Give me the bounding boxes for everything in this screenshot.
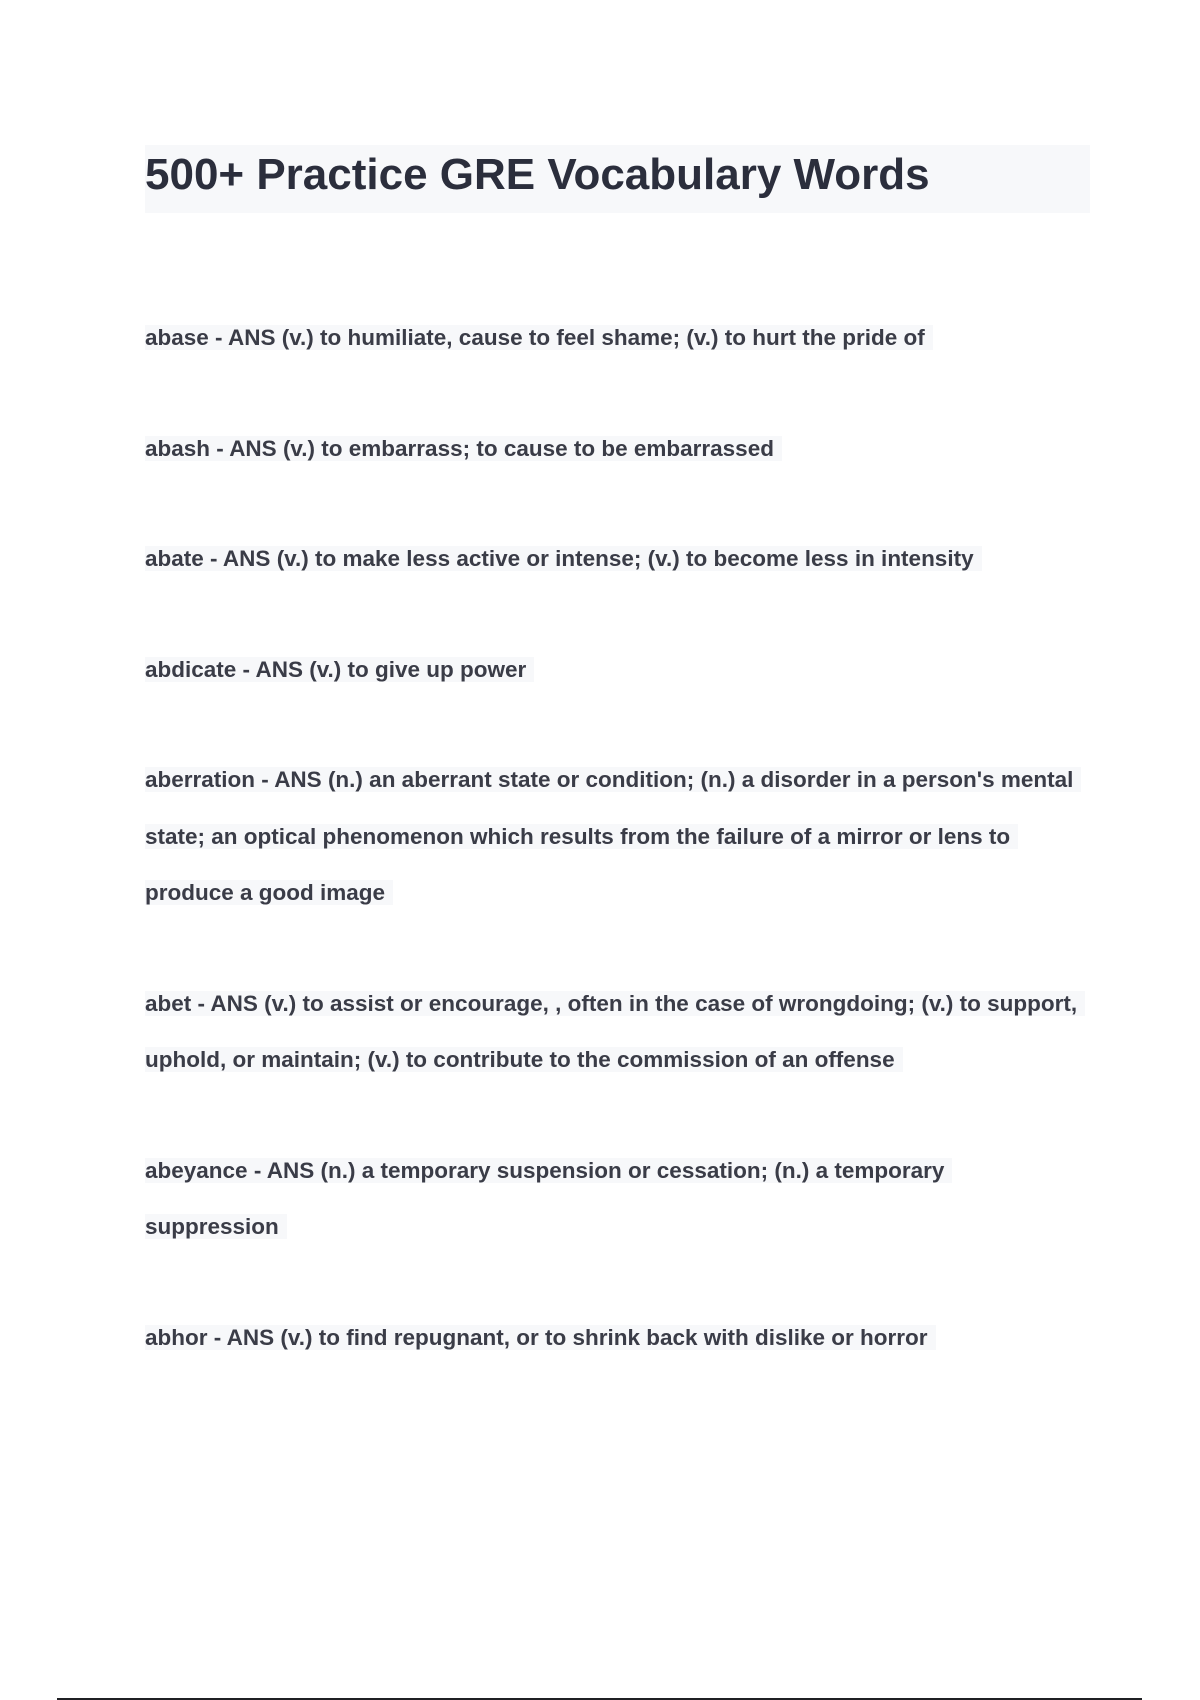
vocab-entry-abeyance (145, 1143, 1090, 1256)
entry-spacer (145, 1089, 1090, 1143)
entry-spacer (145, 477, 1090, 531)
vocab-entry-abate (145, 531, 1090, 588)
vocab-entry-text: abhor - ANS (v.) to find repugnant, or to shrink back with dislike or horror (145, 1325, 936, 1350)
vocabulary-list (145, 310, 1090, 1366)
entry-spacer (145, 922, 1090, 976)
page-title: 500+ Practice GRE Vocabulary Words (145, 150, 930, 199)
vocab-entry-text: abase - ANS (v.) to humiliate, cause to feel shame; (v.) to hurt the pride of (145, 325, 933, 350)
vocab-entry-text: abeyance - ANS (n.) a temporary suspension or cessation; (n.) a temporary suppression (145, 1158, 952, 1240)
vocab-entry-abase (145, 310, 1090, 367)
vocab-entry-abhor (145, 1310, 1090, 1367)
vocab-entry-abet (145, 976, 1090, 1089)
vocab-entry-text: abash - ANS (v.) to embarrass; to cause to be embarrassed (145, 436, 782, 461)
vocab-entry-text: abet - ANS (v.) to assist or encourage, , often in the case of wrongdoing; (v.) to support, uphold, or maintain; (v.) to contribute to the commission of an offense (145, 991, 1085, 1073)
vocab-entry-text: aberration - ANS (n.) an aberrant state or condition; (n.) a disorder in a person's mental state; an optical phenomenon which results from the failure of a mirror or lens to produce a good image (145, 767, 1081, 905)
vocab-entry-text: abate - ANS (v.) to make less active or intense; (v.) to become less in intensity (145, 546, 982, 571)
vocab-entry-aberration (145, 752, 1090, 922)
entry-spacer (145, 367, 1090, 421)
vocab-entry-abdicate (145, 642, 1090, 699)
entry-spacer (145, 588, 1090, 642)
title-block (145, 145, 1090, 213)
vocab-entry-abash (145, 421, 1090, 478)
entry-spacer (145, 698, 1090, 752)
vocab-entry-text: abdicate - ANS (v.) to give up power (145, 657, 534, 682)
entry-spacer (145, 1256, 1090, 1310)
